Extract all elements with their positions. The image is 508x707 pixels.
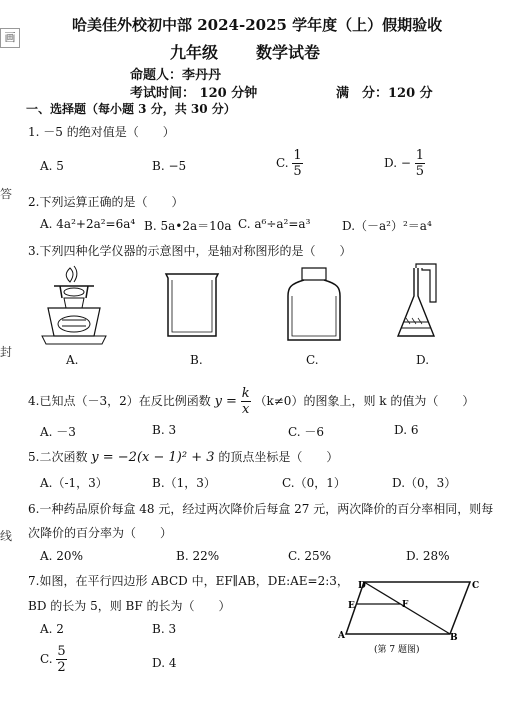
q1-stem: 1. －5 的绝对值是（ ） — [28, 125, 175, 139]
alcohol-lamp-figure — [40, 264, 108, 346]
q4-stem-a: 4.已知点（－3，2）在反比例函数 — [28, 394, 211, 408]
margin-char-2: 封 — [0, 345, 13, 359]
q6-option-b[interactable]: B. 22% — [176, 549, 220, 563]
margin-char-1: 答 — [0, 187, 13, 201]
fig-label-f: F — [402, 600, 409, 610]
time-line: 考试时间： 120 分钟 — [130, 86, 258, 101]
q4-option-a[interactable]: A. －3 — [40, 425, 76, 439]
beaker-figure — [164, 272, 220, 340]
q7-c-fraction: $\frac{5}{2}$ — [57, 644, 66, 675]
exam-title: 哈美佳外校初中部 2024-2025 学年度（上）假期验收 — [72, 16, 443, 34]
q2-stem: 2.下列运算正确的是（ ） — [28, 195, 184, 209]
q3-option-d[interactable]: D. — [416, 353, 430, 367]
q1-option-d[interactable] — [384, 148, 425, 179]
q7-option-b[interactable]: B. 3 — [152, 622, 177, 636]
q7-option-a[interactable]: A. 2 — [40, 622, 64, 636]
q1-d-fraction: $\frac{1}{5}$ — [415, 148, 424, 179]
grade-label: 九年级 — [170, 43, 219, 62]
q6-option-d[interactable]: D. 28% — [406, 549, 450, 563]
q2-option-a[interactable]: A. 4a²+2a²=6a⁴ — [40, 217, 136, 231]
q4-fraction: $\frac{k}{x}$ — [241, 386, 250, 417]
q5-stem-b: 的顶点坐标是（ ） — [218, 450, 339, 464]
fig-label-a: A — [338, 631, 345, 641]
q5-function: y = −2(x − 1)² + 3 — [91, 450, 215, 465]
q4-stem-b: （k≠0）的图象上，则 k 的值为（ ） — [254, 394, 475, 408]
q7-option-d[interactable]: D. 4 — [152, 656, 177, 670]
q7-stem-line1: 7.如图，在平行四边形 ABCD 中，EF∥AB，DE:AE=2:3， — [28, 574, 349, 588]
q5-stem — [28, 448, 338, 465]
flask-figure — [394, 262, 450, 342]
q5-option-c[interactable]: C.（0，1） — [282, 476, 346, 490]
q7-stem-line2: BD 的长为 5，则 BF 的长为（ ） — [28, 599, 231, 613]
q1-option-c[interactable] — [276, 148, 303, 179]
score-line: 满 分：120 分 — [336, 86, 433, 101]
parallelogram-figure — [338, 576, 484, 658]
q4-option-c[interactable]: C. －6 — [288, 425, 325, 439]
q6-stem-line2: 次降价的百分率为（ ） — [28, 526, 173, 540]
q5-option-b[interactable]: B.（1，3） — [152, 476, 216, 490]
q4-y: y = — [214, 394, 237, 409]
fig-label-c: C — [472, 581, 480, 591]
q5-stem-a: 5.二次函数 — [28, 450, 88, 464]
subject-label: 数学试卷 — [256, 43, 321, 62]
q6-stem-line1: 6.一种药品原价每盒 48 元，经过两次降价后每盒 27 元，两次降价的百分率相同，则每 — [28, 502, 494, 516]
section-heading: 一、选择题（每小题 3 分，共 30 分） — [26, 102, 236, 116]
q1-c-fraction: $\frac{1}{5}$ — [293, 148, 302, 179]
q5-option-a[interactable]: A.（-1，3） — [40, 476, 108, 490]
bottle-figure — [286, 266, 342, 342]
q5-option-d[interactable]: D.（0，3） — [392, 476, 457, 490]
q3-option-c[interactable]: C. — [306, 353, 319, 367]
q2-option-b[interactable]: B. 5a•2a＝10a — [144, 219, 232, 233]
q3-stem: 3.下列四种化学仪器的示意图中，是轴对称图形的是（ ） — [28, 244, 352, 258]
q7-c-label: C. — [40, 652, 53, 666]
q3-option-a[interactable]: A. — [66, 353, 79, 367]
q2-option-d[interactable]: D.（－a²）²＝a⁴ — [342, 219, 432, 233]
q6-option-a[interactable]: A. 20% — [40, 549, 83, 563]
q1-option-b[interactable]: B. −5 — [152, 159, 187, 173]
q1-c-label: C. — [276, 156, 289, 170]
fig-label-e: E — [348, 601, 355, 611]
q6-option-c[interactable]: C. 25% — [288, 549, 332, 563]
q1-option-a[interactable]: A. 5 — [40, 159, 64, 173]
q7-option-c[interactable] — [40, 644, 67, 675]
author-line: 命题人：李丹丹 — [130, 68, 222, 83]
fig-caption: (第 7 题图) — [374, 645, 420, 655]
q4-stem — [28, 386, 474, 417]
fig-label-d: D — [358, 581, 366, 591]
fig-label-b: B — [450, 633, 458, 643]
q4-option-d[interactable]: D. 6 — [394, 423, 419, 437]
q2-option-c[interactable]: C. a⁶÷a²=a³ — [238, 217, 311, 231]
q3-option-b[interactable]: B. — [190, 353, 203, 367]
q4-option-b[interactable]: B. 3 — [152, 423, 177, 437]
margin-char-3: 线 — [0, 529, 13, 543]
q1-d-label: D. − — [384, 156, 411, 170]
scan-icon[interactable]: 画 — [0, 28, 20, 48]
